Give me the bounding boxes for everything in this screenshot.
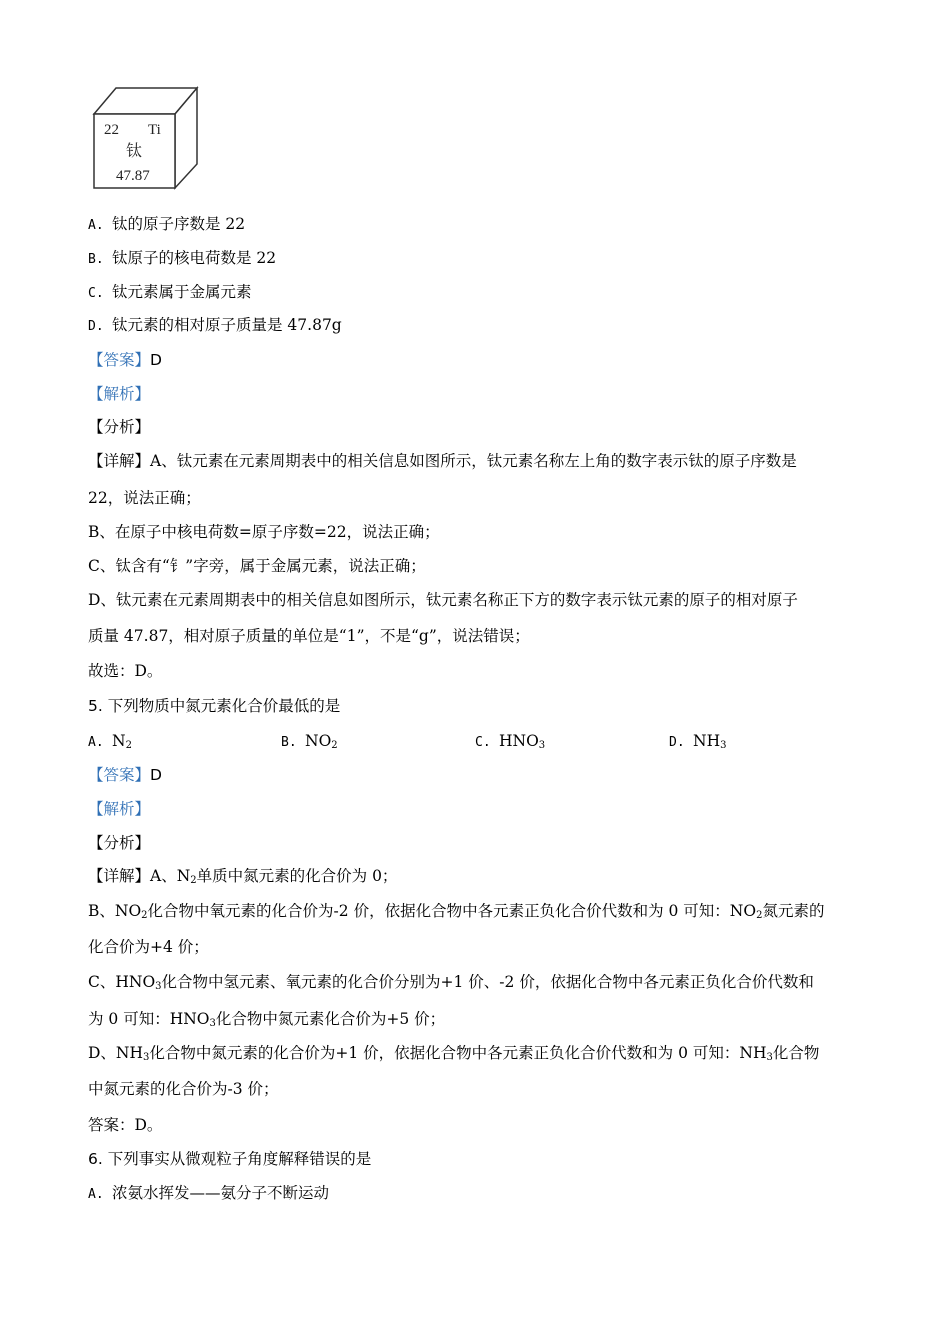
q4-option-b: B. 钛原子的核电荷数是 22 xyxy=(88,249,277,267)
q5-detail-line: 化合价为+4 价； xyxy=(88,938,209,956)
q4-fenxi-label: 【分析】 xyxy=(88,418,151,436)
element-name: 钛 xyxy=(126,141,143,160)
q4-detail-line: C、钛含有“钅”字旁，属于金属元素，说法正确； xyxy=(88,557,426,575)
q4-option-c: C. 钛元素属于金属元素 xyxy=(88,283,252,301)
q5-analysis-label: 【解析】 xyxy=(88,800,151,818)
q5-fenxi-label: 【分析】 xyxy=(88,834,151,852)
q5-option-b: B. $NO_2$ xyxy=(281,732,338,751)
q6-option-a: A. 浓氨水挥发——氨分子不断运动 xyxy=(88,1184,330,1202)
q4-detail-line: 22，说法正确； xyxy=(88,489,201,507)
element-symbol: Ti xyxy=(148,122,161,138)
q5-detail-line: C、$HNO_3$化合物中氢元素、氧元素的化合价分别为+1 价、-2 价，依据化合物中各元素正负化合价代数和 xyxy=(88,973,814,992)
q5-detail-line: 答案：D。 xyxy=(88,1116,163,1134)
q5-detail-line: 【详解】A、$N_2$单质中氮元素的化合价为 0； xyxy=(88,867,398,886)
q5-stem: 5. 下列物质中氮元素化合价最低的是 xyxy=(88,697,341,715)
atomic-number: 22 xyxy=(104,122,119,138)
q5-detail-line: B、$NO_2$化合物中氧元素的化合价为-2 价，依据化合物中各元素正负化合价代数和为 0 可知：$NO_2$氮元素的 xyxy=(88,902,825,921)
q4-detail-line: 质量 47.87，相对原子质量的单位是“1”，不是“g”，说法错误； xyxy=(88,627,530,645)
q5-option-a: A. $N_2$ xyxy=(88,732,132,751)
titanium-element-tile xyxy=(86,84,202,192)
q4-detail-line: B、在原子中核电荷数=原子序数=22，说法正确； xyxy=(88,523,440,541)
q4-detail-line: 【详解】A、钛元素在元素周期表中的相关信息如图所示，钛元素名称左上角的数字表示钛的原子序数是 xyxy=(88,452,797,470)
q5-detail-line: 为 0 可知：$HNO_3$化合物中氮元素化合价为+5 价； xyxy=(88,1010,446,1029)
q4-detail-line: 故选：D。 xyxy=(88,662,163,680)
atomic-mass: 47.87 xyxy=(116,168,150,184)
q6-stem: 6. 下列事实从微观粒子角度解释错误的是 xyxy=(88,1150,372,1168)
q5-detail-line: 中氮元素的化合价为-3 价； xyxy=(88,1080,279,1098)
q4-option-d: D. 钛元素的相对原子质量是 47.87g xyxy=(88,316,342,334)
q4-answer: 【答案】D xyxy=(88,351,162,369)
q5-detail-line: D、$NH_3$化合物中氮元素的化合价为+1 价，依据化合物中各元素正负化合价代数和为 0 可知：$NH_3$化合物 xyxy=(88,1044,820,1063)
q5-option-d: D. $NH_3$ xyxy=(669,732,727,751)
q4-analysis-label: 【解析】 xyxy=(88,385,151,403)
q5-option-c: C. $HNO_3$ xyxy=(475,732,546,751)
q5-answer: 【答案】D xyxy=(88,766,162,784)
q4-detail-line: D、钛元素在元素周期表中的相关信息如图所示，钛元素名称正下方的数字表示钛元素的原子的相对原子 xyxy=(88,591,798,609)
q4-option-a: A. 钛的原子序数是 22 xyxy=(88,215,246,233)
